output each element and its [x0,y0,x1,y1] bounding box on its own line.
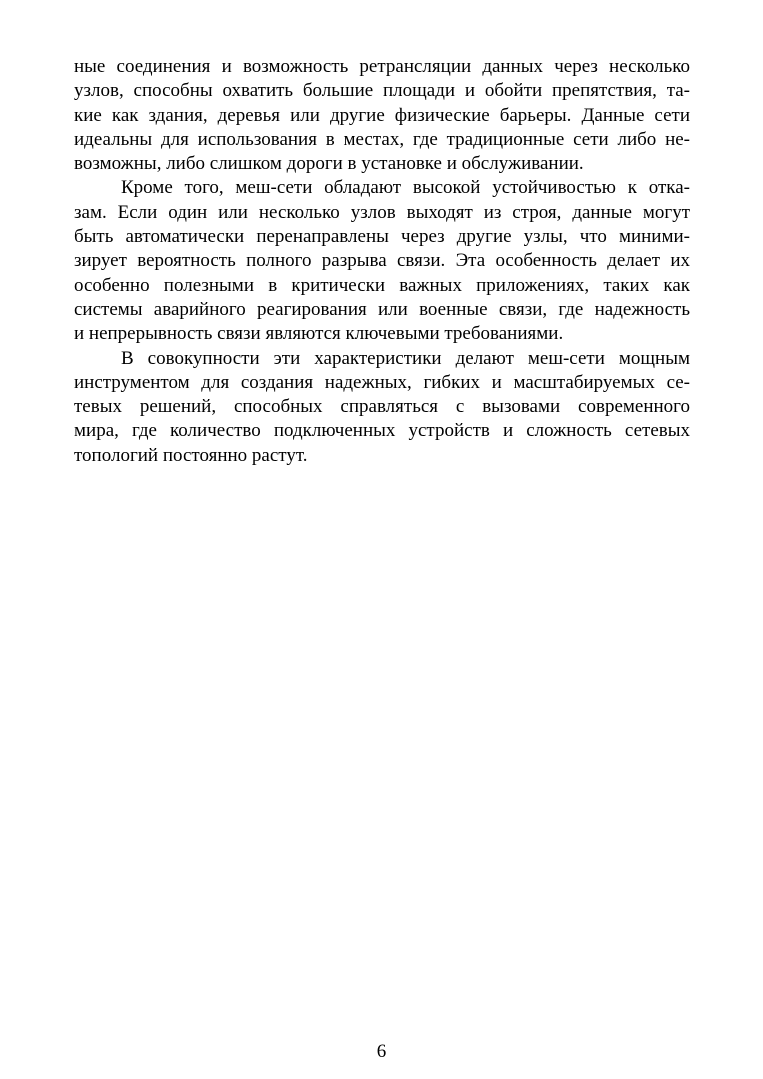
text-line: системы аварийного реагирования или военные связи, где надежность [74,298,690,320]
text-line: Кроме того, меш-сети обладают высокой устойчивостью к отка- [121,177,690,199]
text-line: идеальны для использования в местах, где традиционные сети либо не- [74,128,690,150]
paragraph-2 [74,176,690,346]
page-body [74,55,690,468]
text-line: зам. Если один или несколько узлов выходят из строя, данные могут [74,201,690,223]
page-number: 6 [376,1041,387,1062]
text-line: топологий постоянно растут. [74,444,308,466]
paragraph-1 [74,55,690,176]
text-line: мира, где количество подключенных устройств и сложность сетевых [74,420,690,442]
text-line: В совокупности эти характеристики делают меш-сети мощным [121,347,690,369]
text-line: тевых решений, способных справляться с вызовами современного [74,396,690,418]
text-line: особенно полезными в критически важных приложениях, таких как [74,274,690,296]
text-line: быть автоматически перенаправлены через другие узлы, что миними- [74,226,690,248]
text-line: ные соединения и возможность ретрансляции данных через несколько [74,56,690,77]
text-line: зирует вероятность полного разрыва связи. Эта особенность делает их [74,250,690,272]
text-line: узлов, способны охватить большие площади и обойти препятствия, та- [74,80,690,102]
paragraph-3 [74,347,690,468]
text-line: инструментом для создания надежных, гибких и масштабируемых се- [74,371,690,393]
text-line: и непрерывность связи являются ключевыми требованиями. [74,323,564,345]
text-line: возможны, либо слишком дороги в установке и обслуживании. [74,153,584,175]
text-line: кие как здания, деревья или другие физические барьеры. Данные сети [74,104,690,126]
